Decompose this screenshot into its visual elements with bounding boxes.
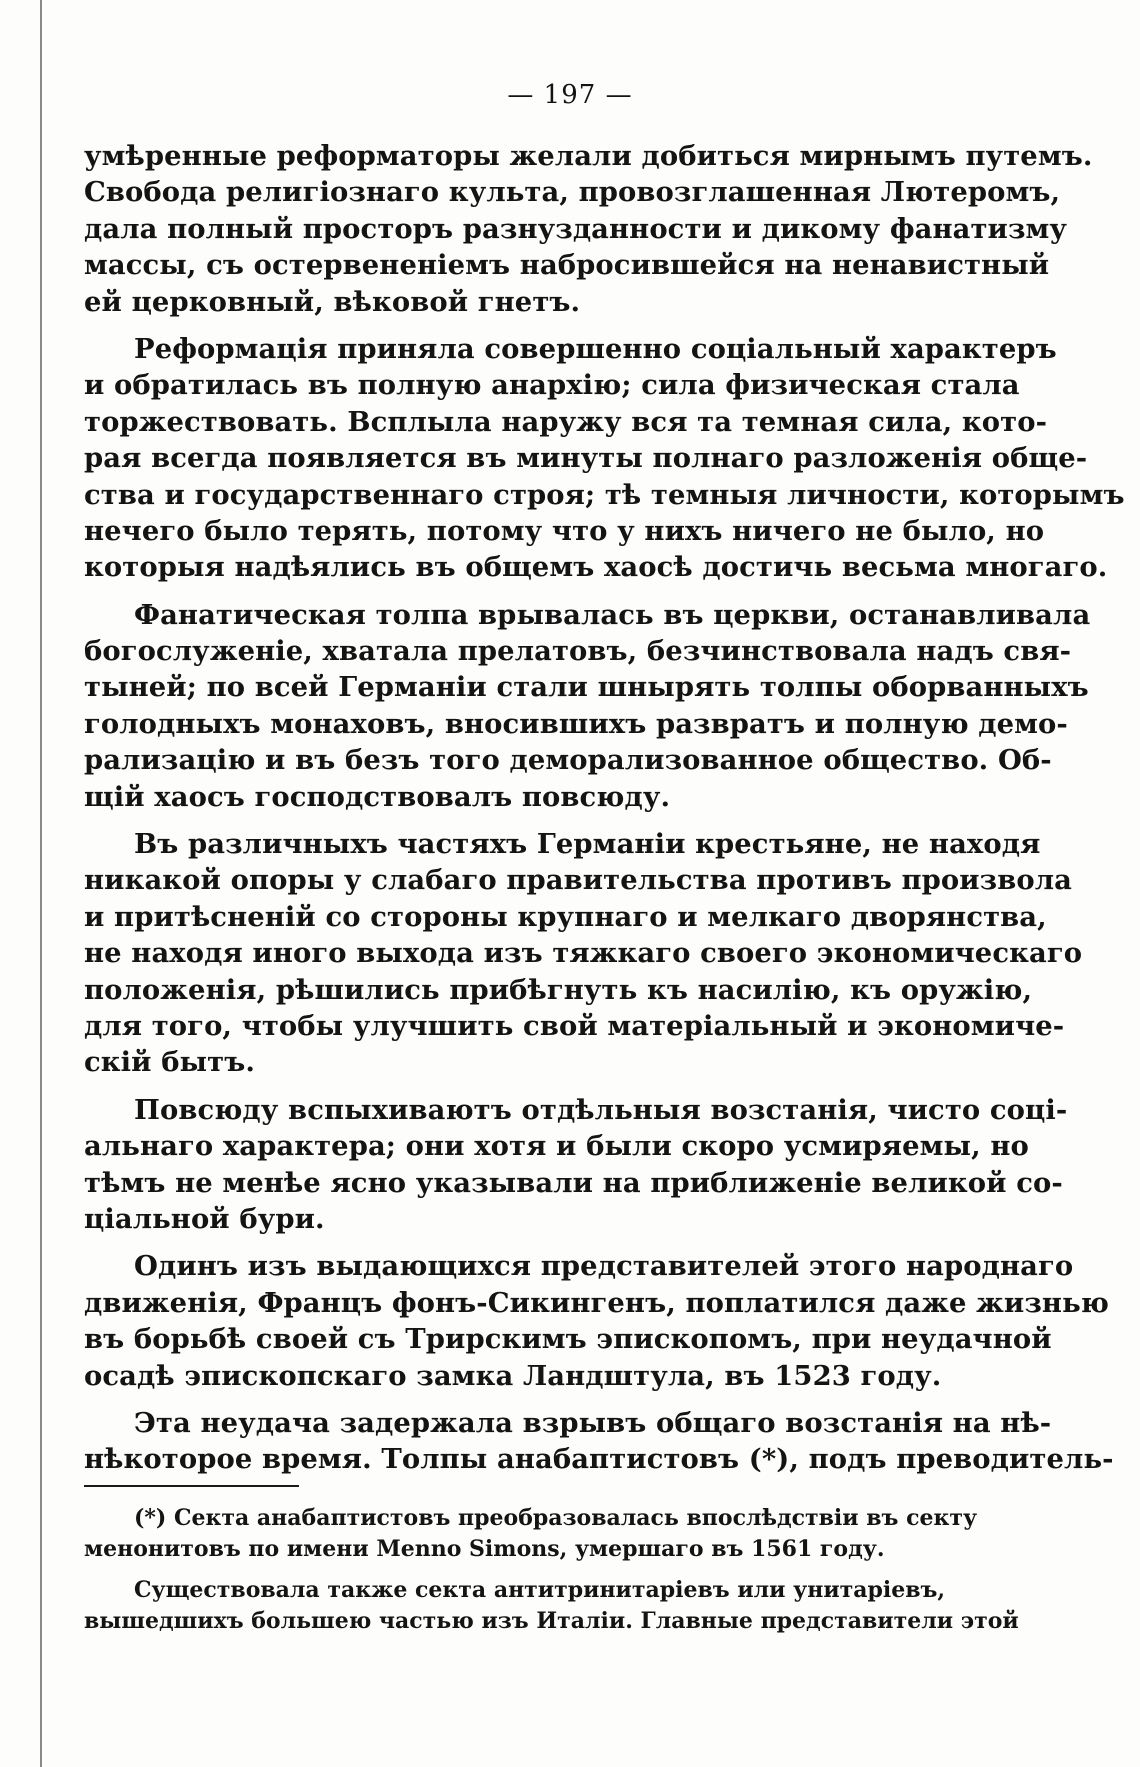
paragraph-line: рализацію и въ безъ того деморализованное общество. Об- <box>84 744 1052 777</box>
paragraph-line: Эта неудача задержала взрывъ общаго возстанія на нѣ- <box>134 1406 1052 1439</box>
paragraph-line: умѣренные реформаторы желали добиться мирнымъ путемъ. <box>84 140 1093 172</box>
paragraph <box>84 1405 1114 1478</box>
paragraph-line: которыя надѣялись въ общемъ хаосѣ достичь весьма многаго. <box>84 551 1108 584</box>
footnote <box>84 1575 1019 1637</box>
paragraph-line: положенія, рѣшились прибѣгнуть къ насилію, къ оружію, <box>84 973 1033 1006</box>
paragraph-line: скій бытъ. <box>84 1046 255 1079</box>
paragraph-line: нѣкоторое время. Толпы анабаптистовъ (*), подъ преводитель- <box>84 1443 1114 1476</box>
paragraph <box>84 331 1125 586</box>
paragraph-line: торжествовать. Всплыла наружу вся та темная сила, кото- <box>84 405 1048 438</box>
paragraph-line: Одинъ изъ выдающихся представителей этого народнаго <box>134 1250 1074 1283</box>
paragraph-line: движенія, Францъ фонъ-Сикингенъ, поплатился даже жизнью <box>84 1286 1109 1319</box>
paragraph-line: массы, съ остервененіемъ набросившейся на ненавистный <box>84 249 1050 282</box>
paragraph-line: въ борьбѣ своей съ Трирскимъ эпископомъ, при неудачной <box>84 1323 1052 1356</box>
paragraph-gap <box>84 815 914 826</box>
paragraph-gap <box>84 1394 914 1405</box>
paragraph-line: нечего было терять, потому что у нихъ ничего не было, но <box>84 514 1045 547</box>
paragraph-line: голодныхъ монаховъ, вносившихъ развратъ и полную демо- <box>84 707 1068 740</box>
paragraph-gap <box>84 320 914 331</box>
paragraph-line: для того, чтобы улучшить свой матеріальный и экономиче- <box>84 1009 1065 1042</box>
paragraph-line: альнаго характера; они хотя и были скоро усмиряемы, но <box>84 1130 1029 1163</box>
footnote-line: вышедшихъ большею частью изъ Италіи. Главные представители этой <box>84 1608 1019 1634</box>
paragraph-line: тыней; по всей Германіи стали шнырять толпы оборванныхъ <box>84 671 1089 704</box>
page-number: — 197 — <box>507 80 633 110</box>
paragraph-line: и притѣсненій со стороны крупнаго и мелкаго дворянства, <box>84 900 1047 933</box>
paragraph-line: Повсюду вспыхиваютъ отдѣльныя возстанія, чисто соці- <box>134 1093 1068 1126</box>
paragraph-line: тѣмъ не менѣе ясно указывали на приближеніе великой со- <box>84 1166 1063 1199</box>
paragraph-line: Реформація приняла совершенно соціальный характеръ <box>134 332 1057 365</box>
footnote <box>84 1503 978 1565</box>
paragraph-line: рая всегда появляется въ минуты полнаго разложенія обще- <box>84 442 1088 475</box>
paragraph-line: никакой опоры у слабаго правительства противъ произвола <box>84 864 1072 897</box>
footnote-line: менонитовъ по имени Menno Simons, умершаго въ 1561 году. <box>84 1536 885 1562</box>
paragraph <box>84 826 1083 1081</box>
paragraph-line: дала полный просторъ разнузданности и дикому фанатизму <box>84 212 1068 245</box>
footnote-line: (*) Секта анабаптистовъ преобразовалась впослѣдствіи въ секту <box>134 1505 978 1531</box>
binding-edge <box>40 0 42 1767</box>
paragraph-line: и обратилась въ полную анархію; сила физическая стала <box>84 369 1020 402</box>
paragraph-line: не находя иного выхода изъ тяжкаго своего экономическаго <box>84 937 1083 970</box>
paragraph-line: осадѣ эпископскаго замка Ландштула, въ 1523 году. <box>84 1359 942 1392</box>
paragraph-line: щій хаосъ господствовалъ повсюду. <box>84 780 671 813</box>
main-text <box>84 138 1125 1478</box>
paragraph-gap <box>84 1081 914 1092</box>
paragraph-line: Свобода религіознаго культа, провозглашенная Лютеромъ, <box>84 176 1061 209</box>
paragraph <box>84 138 1093 320</box>
paragraph-gap <box>84 1237 914 1248</box>
paragraph-line: Фанатическая толпа врывалась въ церкви, останавливала <box>134 598 1091 631</box>
footnotes <box>84 1503 1019 1637</box>
paragraph <box>84 1248 1109 1394</box>
paragraph-gap <box>84 1565 914 1575</box>
paragraph-line: ства и государственнаго строя; тѣ темныя личности, которымъ <box>84 478 1125 511</box>
paragraph <box>84 597 1091 815</box>
paragraph-line: ей церковный, вѣковой гнетъ. <box>84 285 581 318</box>
paragraph-line: ціальной бури. <box>84 1202 325 1235</box>
footnote-line: Существовала также секта антитринитаріевъ или унитаріевъ, <box>134 1577 946 1603</box>
footnote-separator <box>84 1485 299 1487</box>
paragraph-line: богослуженіе, хватала прелатовъ, безчинствовала надъ свя- <box>84 635 1072 668</box>
paragraph <box>84 1092 1068 1238</box>
paragraph-gap <box>84 586 914 597</box>
paragraph-line: Въ различныхъ частяхъ Германіи крестьяне, не находя <box>134 828 1041 861</box>
